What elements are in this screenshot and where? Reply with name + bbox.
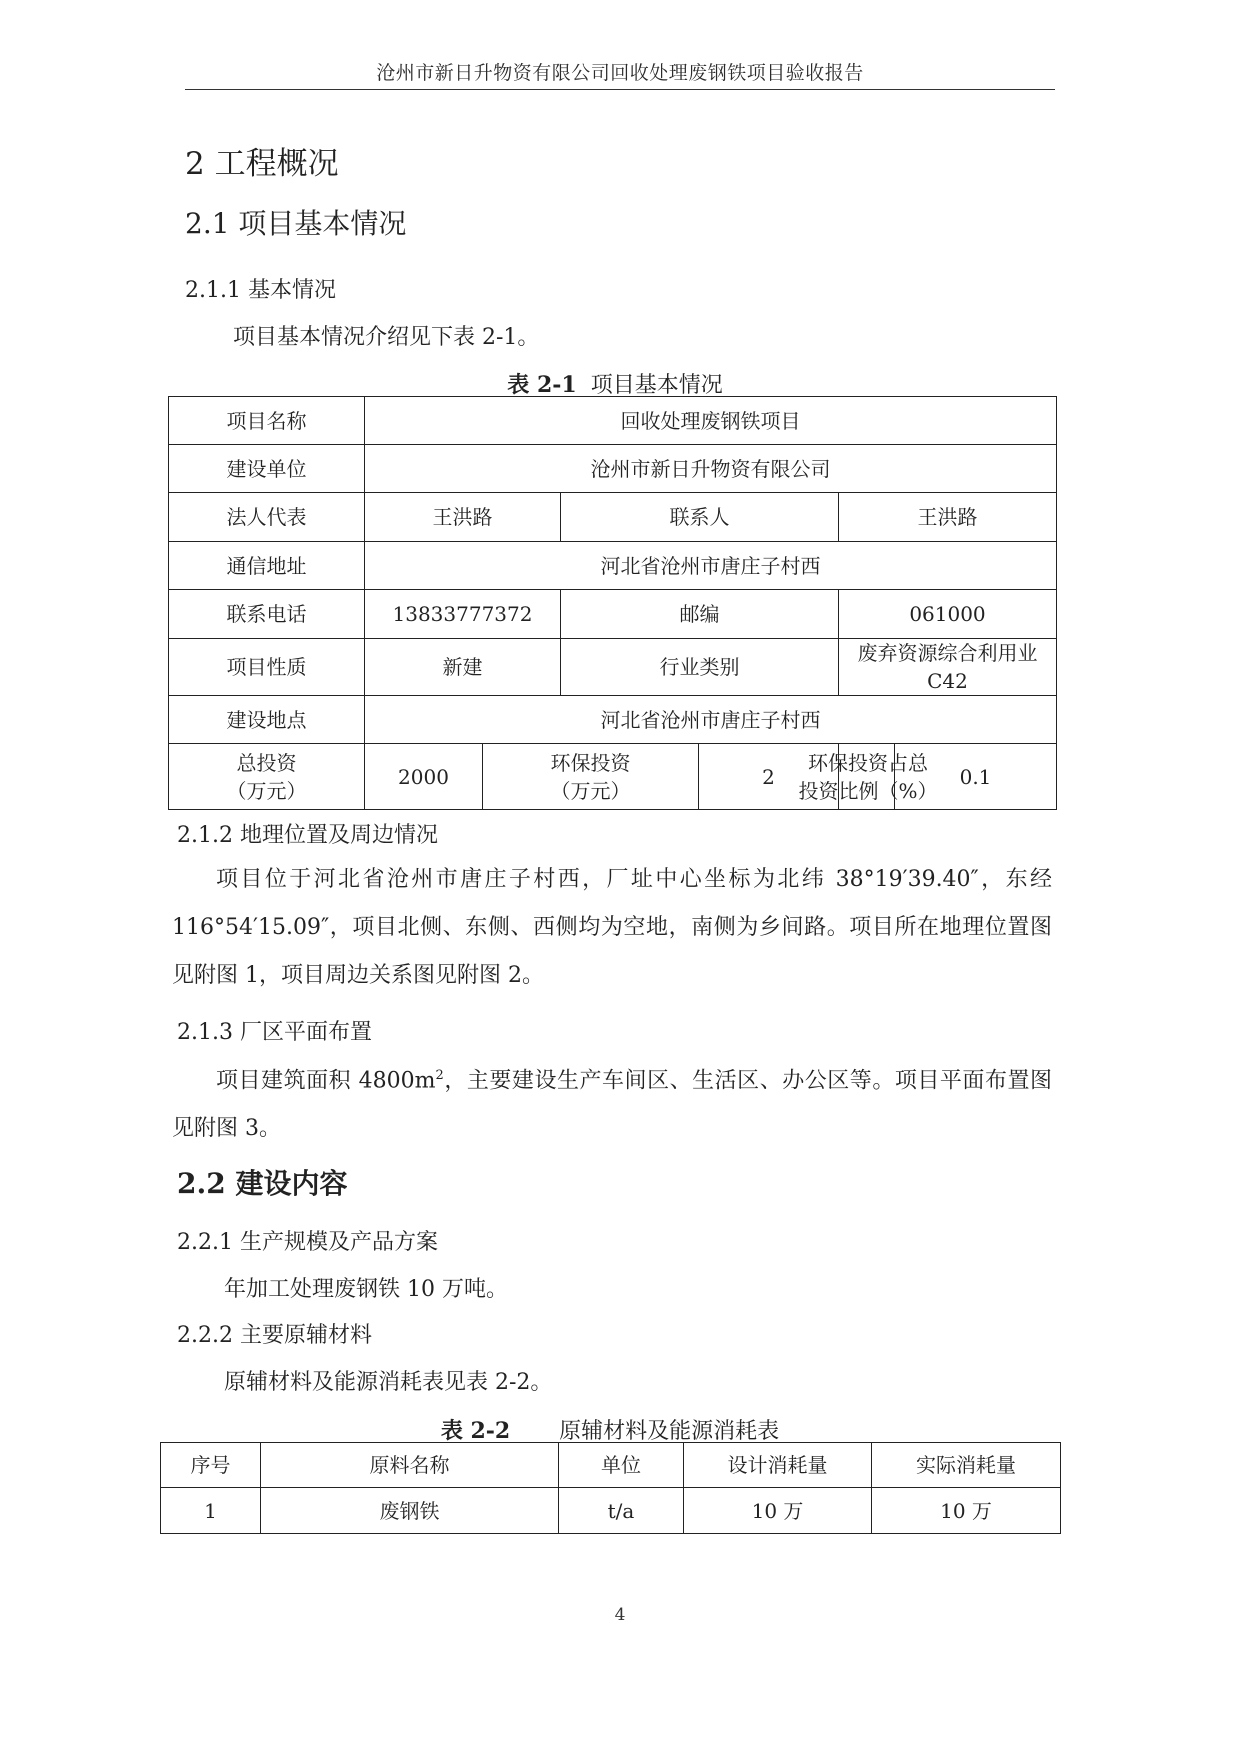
- section-2-2-heading: 2.2 建设内容: [177, 1167, 348, 1200]
- table-row: [169, 744, 1057, 810]
- table-cell: 通信地址: [169, 542, 365, 590]
- table-cell: 1: [161, 1488, 261, 1534]
- table-1-caption-text: 项目基本情况: [590, 373, 723, 398]
- table-row: [169, 696, 1057, 744]
- section-2-1-1-heading: 2.1.1 基本情况: [185, 278, 336, 303]
- table-header-cell: 实际消耗量: [872, 1443, 1061, 1488]
- table-cell: 2000: [365, 744, 483, 810]
- header-rule: [185, 89, 1055, 90]
- section-2-2-1-text: 年加工处理废钢铁 10 万吨。: [224, 1277, 508, 1302]
- table-row: [169, 542, 1057, 590]
- table-cell: 行业类别: [561, 639, 839, 696]
- table-cell: 河北省沧州市唐庄子村西: [365, 696, 1057, 744]
- table-row: [169, 639, 1057, 696]
- table-header-cell: 设计消耗量: [684, 1443, 872, 1488]
- table-cell: [798, 744, 938, 810]
- table-cell: [483, 744, 699, 810]
- ratio-label-line-1: 环保投资占总: [808, 750, 928, 775]
- table-header-cell: 单位: [559, 1443, 684, 1488]
- table-1-caption: [170, 368, 1060, 399]
- table-cell: 13833777372: [365, 590, 561, 639]
- page-number: 4: [614, 1605, 626, 1625]
- table-1-caption-number: 表 2-1: [507, 372, 577, 398]
- invest-label-line-1: 总投资: [236, 750, 297, 775]
- table-project-basic-info: [168, 396, 1057, 810]
- table-row: [161, 1488, 1061, 1534]
- table-header-row: [161, 1443, 1061, 1488]
- table-cell: 2: [699, 744, 839, 810]
- table-cell: 10 万: [872, 1488, 1061, 1534]
- table-row: [169, 445, 1057, 493]
- section-2-heading: 2 工程概况: [185, 146, 339, 182]
- section-2-2-2-text: 原辅材料及能源消耗表见表 2-2。: [224, 1370, 553, 1395]
- table-cell: 河北省沧州市唐庄子村西: [365, 542, 1057, 590]
- table-cell: t/a: [559, 1488, 684, 1534]
- table-cell: 沧州市新日升物资有限公司: [365, 445, 1057, 493]
- table-row: [169, 493, 1057, 542]
- table-cell: 法人代表: [169, 493, 365, 542]
- env-invest-label-line-1: 环保投资: [550, 750, 631, 775]
- section-2-2-2-heading: 2.2.2 主要原辅材料: [177, 1323, 372, 1348]
- area-unit-superscript: 2: [435, 1068, 444, 1083]
- section-2-1-3-text: [172, 1052, 1052, 1153]
- running-header: 沧州市新日升物资有限公司回收处理废钢铁项目验收报告: [376, 62, 864, 84]
- table-cell: 联系人: [561, 493, 839, 542]
- table-cell: 废弃资源综合利用业 C42: [839, 639, 1057, 696]
- table-2-caption-number: 表 2-2: [440, 1418, 511, 1444]
- table-cell: 王洪路: [365, 493, 561, 542]
- table-cell: 0.1: [895, 744, 1057, 810]
- section-2-1-2-text: 项目位于河北省沧州市唐庄子村西，厂址中心坐标为北纬 38°19′39.40″，东经 116°54′15.09″，项目北侧、东侧、西侧均为空地，南侧为乡间路。项目所在地理位置图见附图 1，项目周边关系图见附图 2。: [172, 867, 1052, 988]
- section-2-1-3-text-part-2: ，主要建设生产车间区、生活区、办公区等。项目平面布置图见附图 3。: [172, 1068, 1052, 1142]
- table-2-caption-text: 原辅材料及能源消耗表: [559, 1419, 780, 1444]
- table-cell: 10 万: [684, 1488, 872, 1534]
- section-2-1-1-text: 项目基本情况介绍见下表 2-1。: [233, 325, 540, 350]
- table-2-caption: [160, 1414, 1060, 1445]
- table-cell: [169, 744, 365, 810]
- table-cell: 废钢铁: [261, 1488, 559, 1534]
- table-row: [169, 590, 1057, 639]
- table-row: [169, 397, 1057, 445]
- ratio-label-line-2: 投资比例（%）: [798, 778, 938, 803]
- table-cell: 新建: [365, 639, 561, 696]
- section-2-1-3-text-part-1: 项目建筑面积 4800m: [216, 1068, 436, 1094]
- table-cell: 项目名称: [169, 397, 365, 445]
- section-2-2-1-heading: 2.2.1 生产规模及产品方案: [177, 1230, 438, 1255]
- table-cell: 建设单位: [169, 445, 365, 493]
- section-2-1-2-heading: 2.1.2 地理位置及周边情况: [177, 823, 438, 848]
- table-cell: 邮编: [561, 590, 839, 639]
- table-cell: 项目性质: [169, 639, 365, 696]
- table-cell: 王洪路: [839, 493, 1057, 542]
- table-cell: 建设地点: [169, 696, 365, 744]
- section-2-1-3-heading: 2.1.3 厂区平面布置: [177, 1020, 372, 1045]
- table-materials-consumption: [160, 1442, 1061, 1534]
- table-header-cell: 序号: [161, 1443, 261, 1488]
- table-cell: 回收处理废钢铁项目: [365, 397, 1057, 445]
- table-header-cell: 原料名称: [261, 1443, 559, 1488]
- table-cell: 联系电话: [169, 590, 365, 639]
- section-2-1-heading: 2.1 项目基本情况: [185, 207, 407, 240]
- table-cell: 061000: [839, 590, 1057, 639]
- env-invest-label-line-2: （万元）: [550, 778, 631, 803]
- invest-label-line-2: （万元）: [226, 778, 307, 803]
